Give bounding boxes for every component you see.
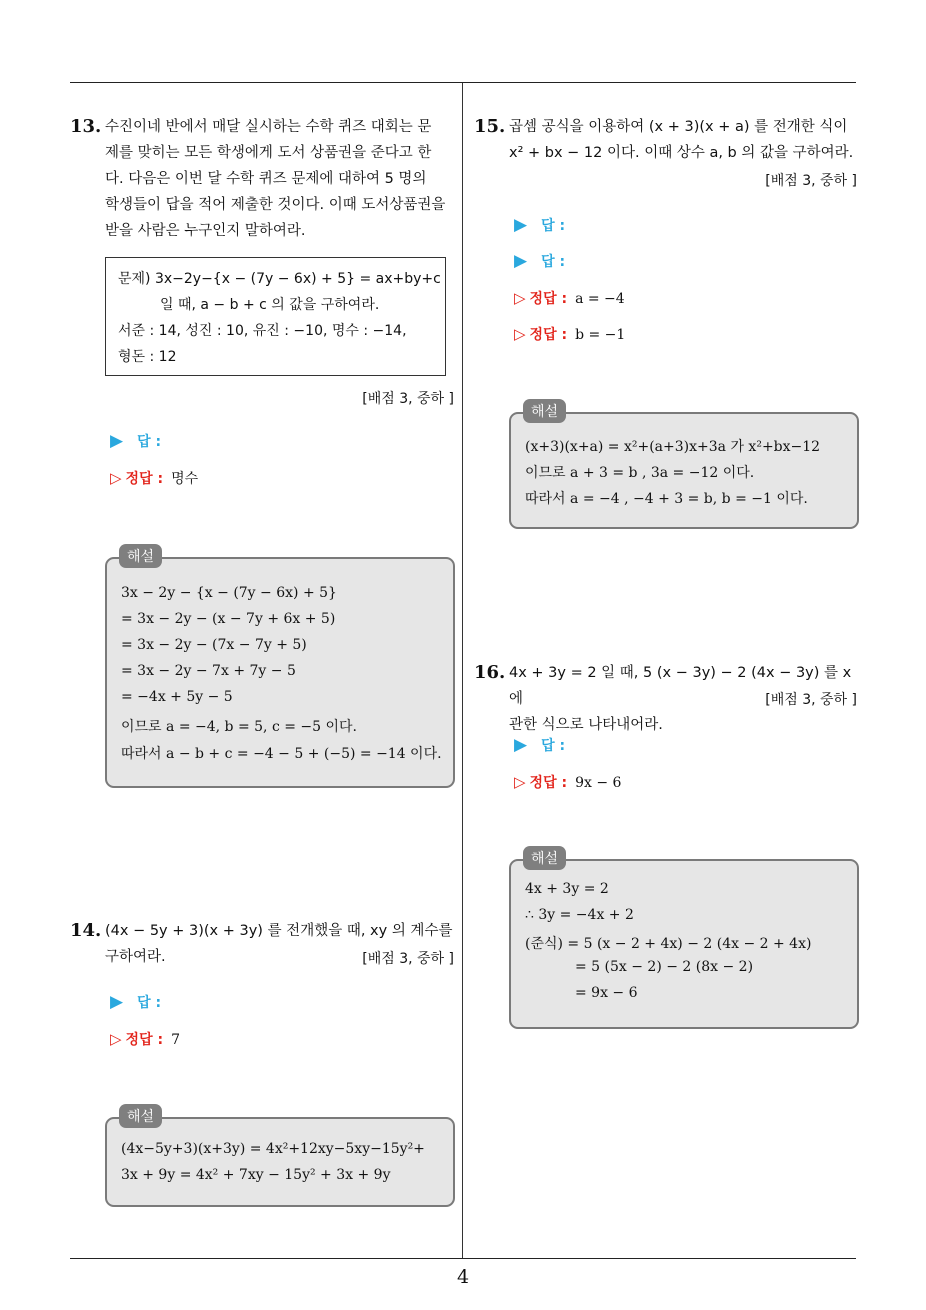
outline-triangle-icon: ▷ <box>110 469 122 487</box>
correct-answer-line <box>110 1029 180 1049</box>
problem-number: 16. <box>474 662 506 683</box>
problem-text <box>105 114 457 244</box>
problem-line: 제를 맞히는 모든 학생에게 도서 상품권을 준다고 한 <box>105 145 432 161</box>
correct-answer: b = −1 <box>575 327 626 343</box>
answer-line <box>514 251 565 271</box>
explanation-line: = 3x − 2y − (7x − 7y + 5) <box>121 637 307 653</box>
problem-line: 다. 다음은 이번 달 수학 퀴즈 문제에 대하여 5 명의 <box>105 171 427 187</box>
explanation-line: = 5 (5x − 2) − 2 (8x − 2) <box>575 959 754 975</box>
correct-label: 정답 : <box>529 327 568 343</box>
problem-line: 4x + 3y = 2 일 때, 5 (x − 3y) − 2 (4x − 3y) 를 x 에 <box>509 665 852 707</box>
explanation-line: ∴ 3y = −4x + 2 <box>525 907 634 923</box>
explanation-line: 따라서 a − b + c = −4 − 5 + (−5) = −14 이다. <box>121 746 442 762</box>
play-icon: ▶ <box>514 251 528 271</box>
correct-answer: a = −4 <box>575 291 625 307</box>
quiz-box <box>105 257 446 376</box>
answer-label: 답 : <box>541 738 566 754</box>
problem-text <box>509 114 859 166</box>
score-label: [배점 3, 중하 ] <box>765 173 857 189</box>
answer-label: 답 : <box>541 254 566 270</box>
outline-triangle-icon: ▷ <box>514 325 526 343</box>
answer-line <box>514 215 565 235</box>
correct-answer-line <box>514 772 621 792</box>
correct-label: 정답 : <box>125 471 164 487</box>
correct-label: 정답 : <box>125 1032 164 1048</box>
correct-answer: 9x − 6 <box>575 775 622 791</box>
answer-label: 답 : <box>137 434 162 450</box>
answer-line <box>110 431 161 451</box>
explanation-line: 이므로 a + 3 = b , 3a = −12 이다. <box>525 465 755 481</box>
problem-line: 관한 식으로 나타내어라. <box>509 717 663 733</box>
explanation-line: 3x − 2y − {x − (7y − 6x) + 5} <box>121 585 337 601</box>
column-divider <box>462 83 463 1259</box>
explanation-tag: 해설 <box>119 1104 162 1128</box>
correct-answer-line <box>110 468 198 488</box>
correct-answer: 명수 <box>171 471 199 487</box>
explanation-line: (x+3)(x+a) = x²+(a+3)x+3a 가 x²+bx−12 <box>525 439 821 455</box>
explanation-tag: 해설 <box>523 846 566 870</box>
quiz-line: 문제) 3x−2y−{x − (7y − 6x) + 5} = ax+by+c <box>118 271 441 287</box>
problem-line: 구하여라. <box>105 949 166 965</box>
play-icon: ▶ <box>110 431 124 451</box>
bottom-rule <box>70 1258 856 1259</box>
problem-number: 13. <box>70 116 102 137</box>
outline-triangle-icon: ▷ <box>514 289 526 307</box>
explanation-line: 이므로 a = −4, b = 5, c = −5 이다. <box>121 719 357 735</box>
explanation-tag: 해설 <box>523 399 566 423</box>
score-label: [배점 3, 중하 ] <box>765 692 857 708</box>
correct-label: 정답 : <box>529 775 568 791</box>
quiz-line: 형돈 : 12 <box>118 349 177 365</box>
answer-label: 답 : <box>137 995 162 1011</box>
explanation-line: = 9x − 6 <box>575 985 638 1001</box>
explanation-box <box>105 1109 455 1207</box>
outline-triangle-icon: ▷ <box>514 773 526 791</box>
play-icon: ▶ <box>514 215 528 235</box>
problem-line: 곱셈 공식을 이용하여 (x + 3)(x + a) 를 전개한 식이 <box>509 119 848 135</box>
problem-number: 15. <box>474 116 506 137</box>
answer-line <box>110 992 161 1012</box>
explanation-box <box>509 851 859 1029</box>
correct-label: 정답 : <box>529 291 568 307</box>
top-rule <box>70 82 856 83</box>
page-number: 4 <box>456 1266 470 1288</box>
correct-answer-line <box>514 324 625 344</box>
explanation-line: = −4x + 5y − 5 <box>121 689 233 705</box>
explanation-line: 4x + 3y = 2 <box>525 881 609 897</box>
problem-line: 학생들이 답을 적어 제출한 것이다. 이때 도서상품권을 <box>105 197 446 213</box>
score-label: [배점 3, 중하 ] <box>362 391 454 407</box>
problem-number: 14. <box>70 920 102 941</box>
outline-triangle-icon: ▷ <box>110 1030 122 1048</box>
explanation-line: 따라서 a = −4 , −4 + 3 = b, b = −1 이다. <box>525 491 808 507</box>
problem-line: (4x − 5y + 3)(x + 3y) 를 전개했을 때, xy 의 계수를 <box>105 923 453 939</box>
answer-line <box>514 735 565 755</box>
play-icon: ▶ <box>110 992 124 1012</box>
explanation-box <box>509 404 859 529</box>
problem-line: 받을 사람은 누구인지 말하여라. <box>105 223 306 239</box>
play-icon: ▶ <box>514 735 528 755</box>
quiz-line: 서준 : 14, 성진 : 10, 유진 : −10, 명수 : −14, <box>118 323 407 339</box>
explanation-line: (4x−5y+3)(x+3y) = 4x²+12xy−5xy−15y²+ <box>121 1141 425 1157</box>
correct-answer: 7 <box>171 1032 180 1048</box>
explanation-box <box>105 549 455 788</box>
explanation-line: 3x + 9y = 4x² + 7xy − 15y² + 3x + 9y <box>121 1167 391 1183</box>
explanation-line: (준식) = 5 (x − 2 + 4x) − 2 (4x − 2 + 4x) <box>525 936 812 952</box>
quiz-line: 일 때, a − b + c 의 값을 구하여라. <box>160 297 380 313</box>
problem-line: 수진이네 반에서 매달 실시하는 수학 퀴즈 대회는 문 <box>105 119 432 135</box>
problem-line: x² + bx − 12 이다. 이때 상수 a, b 의 값을 구하여라. <box>509 145 854 161</box>
answer-label: 답 : <box>541 218 566 234</box>
explanation-tag: 해설 <box>119 544 162 568</box>
explanation-line: = 3x − 2y − (x − 7y + 6x + 5) <box>121 611 336 627</box>
score-label: [배점 3, 중하 ] <box>362 951 454 967</box>
explanation-line: = 3x − 2y − 7x + 7y − 5 <box>121 663 296 679</box>
correct-answer-line <box>514 288 625 308</box>
